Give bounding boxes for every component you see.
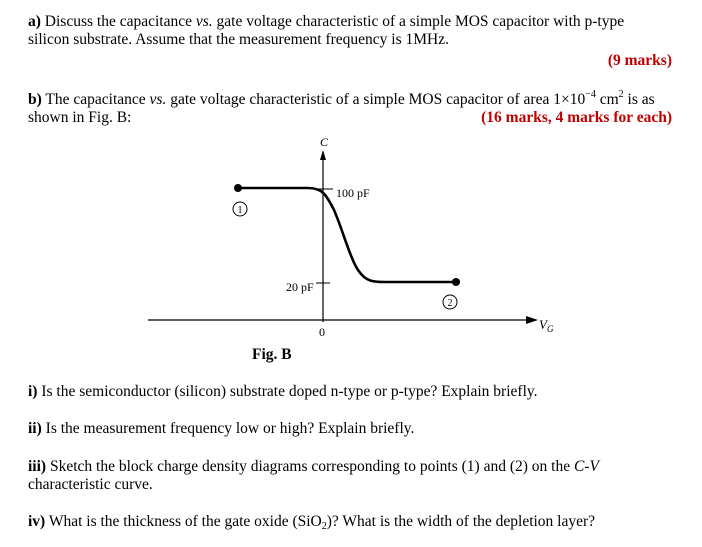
point-1-marker: [234, 184, 242, 192]
question-i: i) Is the semiconductor (silicon) substrate doped n-type or p-type? Explain briefly.: [28, 383, 538, 400]
figure-caption: Fig. B: [252, 346, 292, 363]
part-a-label: a): [28, 13, 41, 30]
point-2-marker: [452, 278, 460, 286]
part-b-label: b): [28, 91, 42, 108]
question-ii: ii) Is the measurement frequency low or high? Explain briefly.: [28, 420, 415, 437]
question-iii: iii) Sketch the block charge density diagrams corresponding to points (1) and (2) on the C-V characteristic curve.: [28, 458, 599, 493]
cv-curve: [238, 188, 456, 282]
c-axis-label: C: [320, 135, 329, 149]
part-a-text: a) Discuss the capacitance vs. gate voltage characteristic of a simple MOS capacitor with p-type silicon substrate. Assume that the measurement frequency is 1MHz.: [28, 13, 625, 48]
label-100pf: 100 pF: [336, 186, 370, 200]
label-20pf: 20 pF: [286, 280, 314, 294]
vg-axis-arrow: [526, 316, 538, 324]
part-b-marks: (16 marks, 4 marks for each): [481, 109, 672, 126]
vg-axis-label: $V_G$: [539, 317, 554, 334]
point-1-label: 1: [237, 205, 243, 216]
part-a-marks: (9 marks): [607, 52, 672, 69]
origin-label: 0: [319, 325, 325, 339]
part-b-text: b) The capacitance vs. gate voltage characteristic of a simple MOS capacitor of area $1\times 10^{-4}$ $cm^2$ is as shown in Fig. B:: [28, 89, 655, 126]
point-2-label: 2: [447, 298, 453, 309]
question-iv: iv) What is the thickness of the gate oxide (SiO$_2$)? What is the width of the depletion layer?: [28, 513, 596, 532]
c-axis-arrow: [320, 150, 326, 160]
